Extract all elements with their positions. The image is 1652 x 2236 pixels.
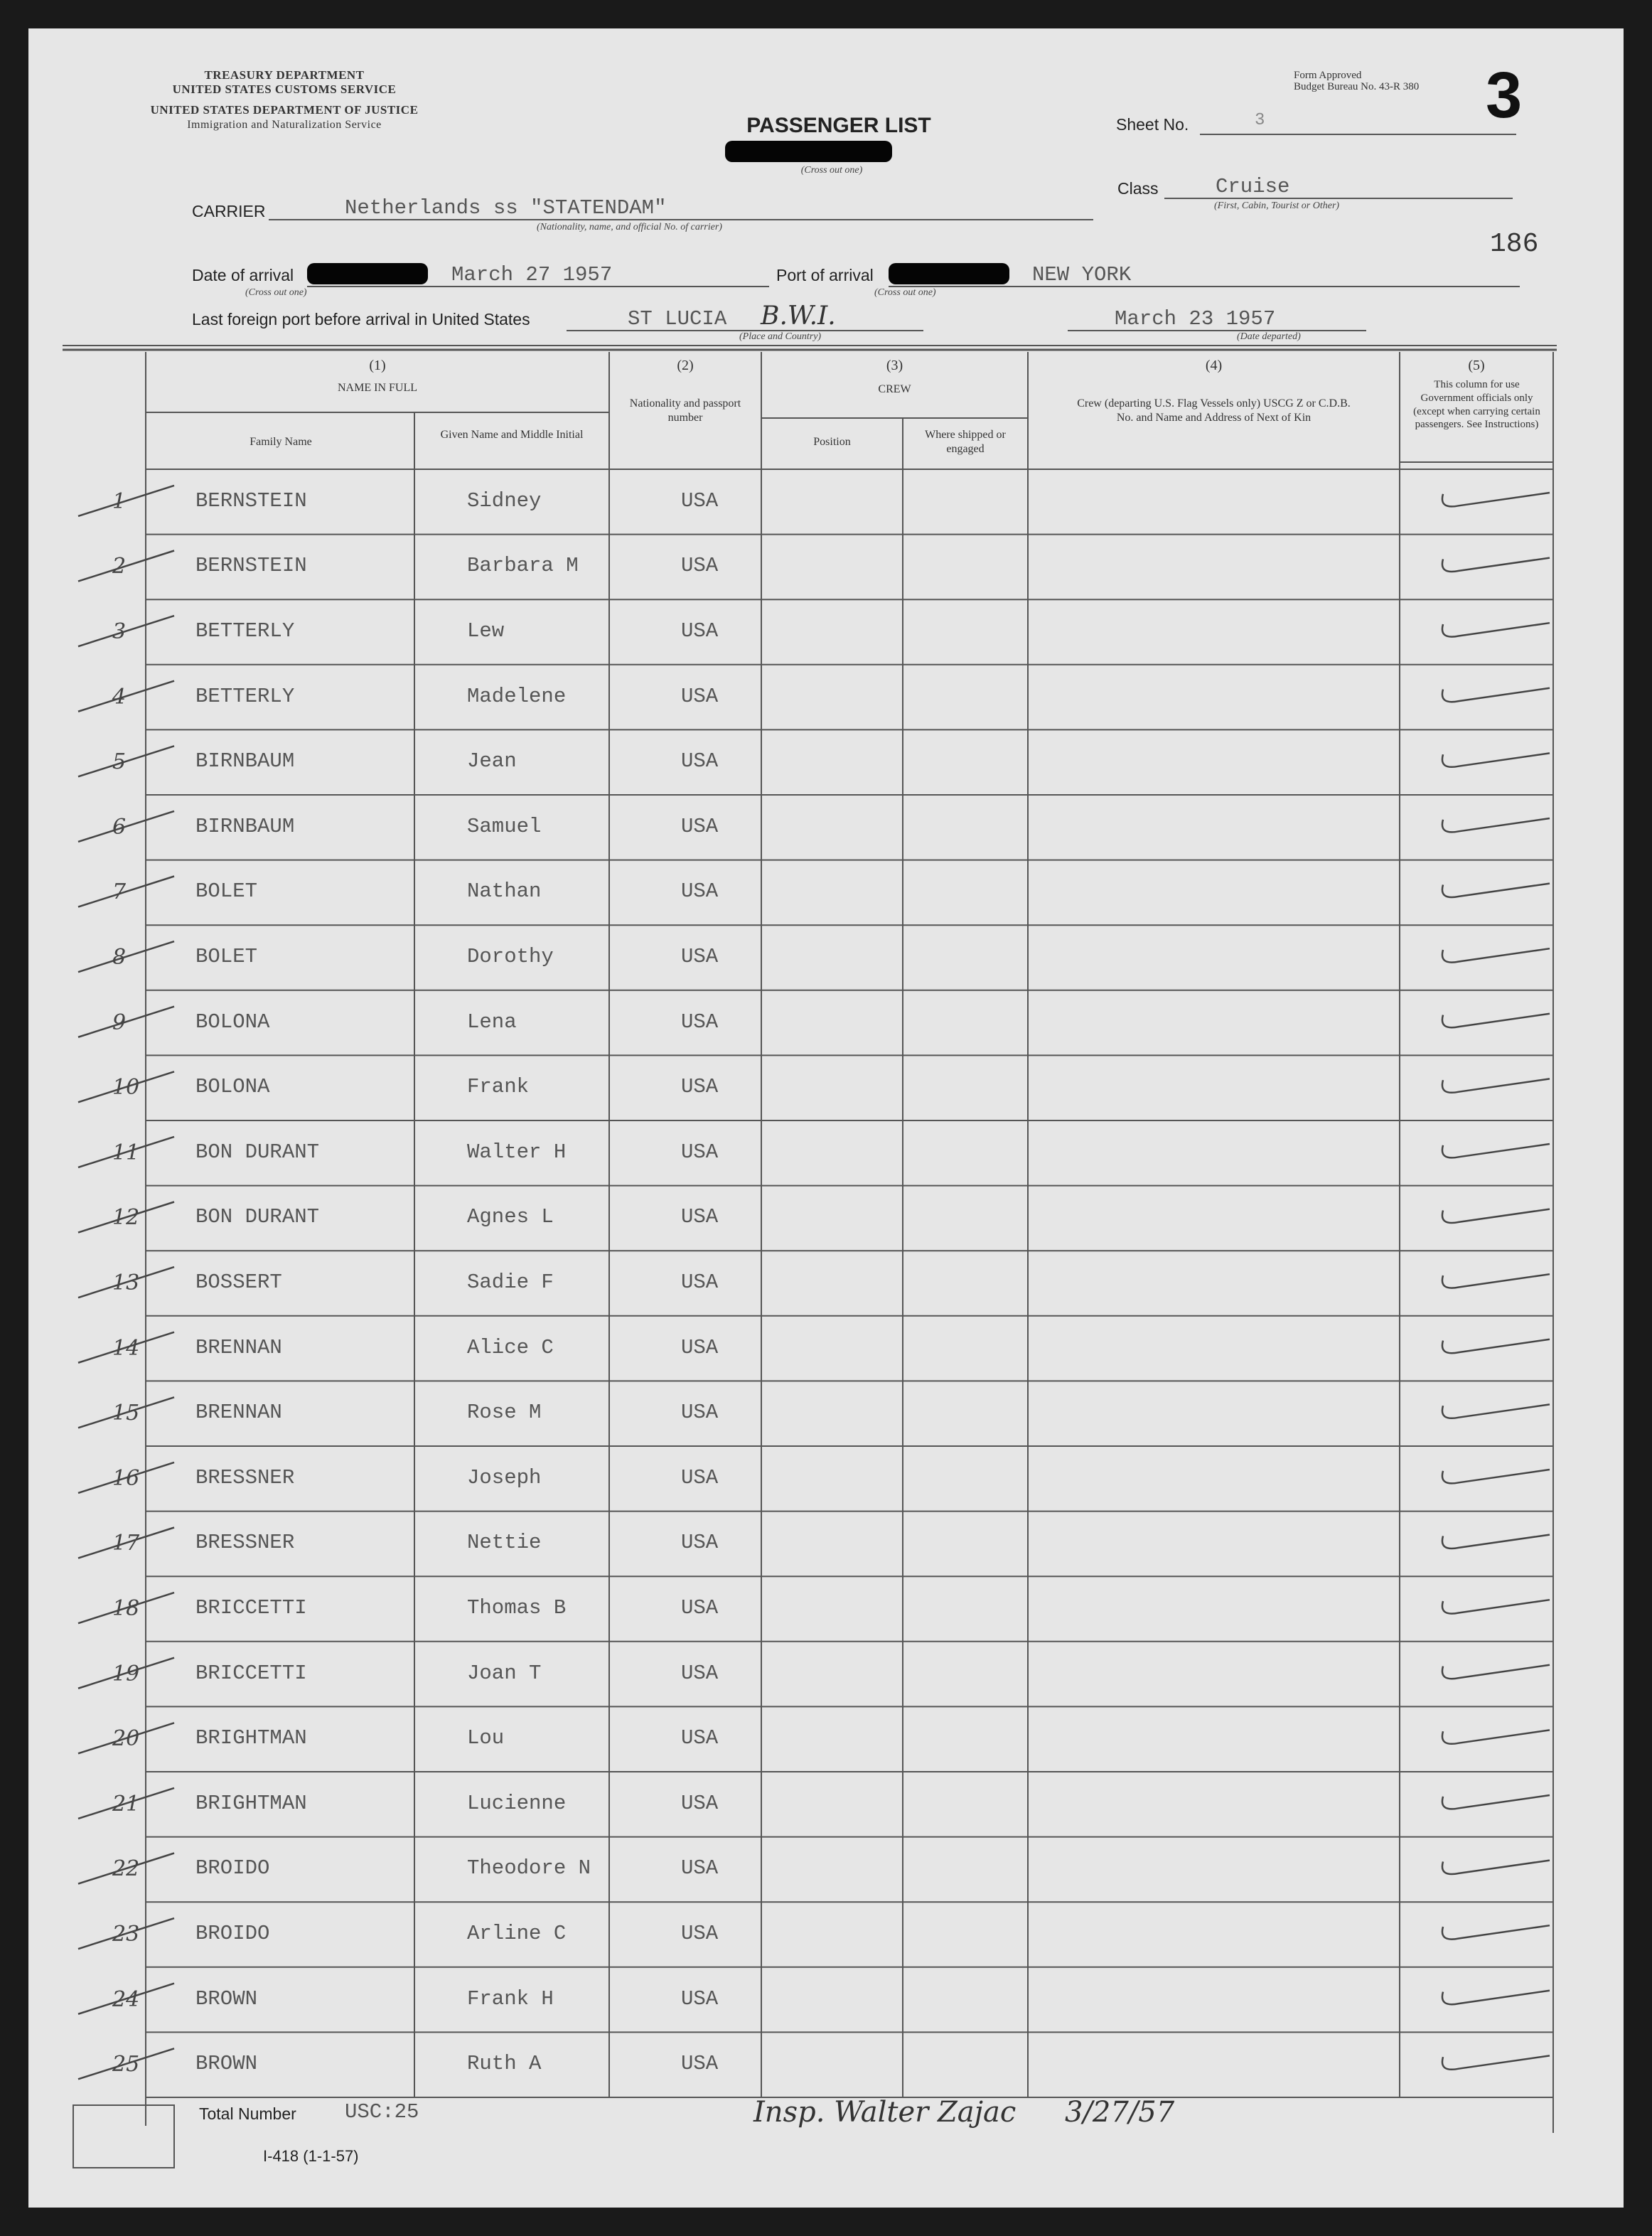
family-name: BRENNAN [195,1401,282,1425]
official-check-mark [1442,558,1550,572]
given-name: Lew [467,619,505,643]
arrival-date-value: March 27 1957 [451,263,613,287]
row-number: 19 [112,1661,140,1686]
family-name: BOSSERT [195,1271,282,1294]
sheet-big-number: 3 [1486,59,1523,132]
col4-number: (4) [1205,358,1223,373]
total-box [73,2104,175,2168]
family-name: BERNSTEIN [195,488,307,513]
row-number: 21 [112,1791,140,1817]
carrier-value: Netherlands ss "STATENDAM" [345,196,667,220]
row-number: 15 [112,1401,140,1426]
given-name: Frank H [467,1986,554,2011]
nationality: USA [681,1271,719,1294]
family-name: BROIDO [195,1856,270,1881]
given-name: Joan T [467,1661,542,1685]
given-name: Nathan [467,879,542,904]
last-port-note: (Place and Country) [739,331,822,342]
arrival-date-label: Date of arrival [192,266,294,284]
last-port-value: ST LUCIA [628,307,727,331]
arrival-port-label: Port of arrival [776,266,874,284]
given-name: Barbara M [467,554,579,578]
last-port-country-handwritten: B.W.I. [761,301,836,331]
col2-number: (2) [677,358,694,373]
nationality: USA [681,2052,719,2076]
row-number: 2 [112,554,127,579]
row-number: 4 [112,684,127,710]
family-name: BOLONA [195,1075,270,1099]
official-check-mark [1442,1795,1550,1809]
given-name: Samuel [467,814,542,838]
official-check-mark [1442,1600,1550,1613]
family-name: BON DURANT [195,1205,320,1229]
nationality: USA [681,1401,719,1425]
official-check-mark [1442,623,1550,636]
official-check-mark [1442,493,1550,506]
row-number: 25 [112,2052,140,2077]
arrival-port-value: NEW YORK [1032,263,1132,287]
last-port-date: March 23 1957 [1115,307,1276,331]
carrier-note: (Nationality, name, and official No. of carrier) [537,222,722,232]
row-number: 10 [112,1075,140,1101]
nationality: USA [681,749,719,774]
official-check-mark [1442,948,1550,962]
col5-header: This column for use Government officials only (except when carrying certain passengers. See Instructions) [1413,379,1540,431]
official-check-mark [1442,1014,1550,1027]
col1a-header: Family Name [250,436,312,448]
col1-number: (1) [369,358,386,373]
given-name: Lena [467,1010,517,1034]
official-check-mark [1442,1404,1550,1418]
nationality: USA [681,1531,719,1555]
family-name: BRIGHTMAN [195,1726,307,1750]
official-check-mark [1442,1925,1550,1939]
last-port-date-note: (Date departed) [1237,331,1301,342]
row-number: 22 [112,1856,140,1882]
given-name: Alice C [467,1335,554,1359]
given-name: Arline C [467,1922,567,1945]
given-name: Lou [467,1726,505,1750]
row-number: 12 [112,1205,140,1231]
title-note: (Cross out one) [800,165,863,176]
row-number: 7 [112,879,127,905]
family-name: BERNSTEIN [195,554,307,578]
official-check-mark [1442,1209,1550,1223]
given-name: Dorothy [467,945,554,968]
family-name: BRICCETTI [195,1661,307,1685]
col1-title: NAME IN FULL [338,382,417,394]
family-name: BROIDO [195,1922,270,1945]
signature-date: 3/27/57 [1065,2096,1175,2129]
row-tick-slash [78,877,174,907]
family-name: BOLET [195,879,258,904]
row-tick-slash [78,1007,174,1037]
col3a-header: Position [813,436,851,448]
official-check-mark [1442,1144,1550,1157]
given-name: Thomas B [467,1596,567,1620]
given-name: Walter H [467,1140,567,1164]
given-name: Nettie [467,1531,542,1555]
row-tick-slash [78,746,174,776]
row-number: 5 [112,749,127,775]
official-check-mark [1442,884,1550,897]
official-check-mark [1442,688,1550,702]
family-name: BRICCETTI [195,1596,307,1620]
row-tick-slash [78,551,174,582]
family-name: BRESSNER [195,1531,295,1555]
family-name: BIRNBAUM [195,814,295,838]
nationality: USA [681,1205,719,1229]
nationality: USA [681,1596,719,1620]
nationality: USA [681,1010,719,1034]
nationality: USA [681,1726,719,1750]
nationality: USA [681,945,719,968]
row-number: 14 [112,1335,140,1361]
col3b-header: Where shipped or engaged [925,429,1006,455]
official-check-mark [1442,2055,1550,2069]
budget-bureau: Budget Bureau No. 43-R 380 [1294,81,1420,92]
row-number: 16 [112,1465,140,1491]
row-number: 17 [112,1531,140,1556]
family-name: BROWN [195,1986,258,2011]
given-name: Theodore N [467,1856,591,1881]
nationality: USA [681,619,719,643]
official-check-mark [1442,1339,1550,1353]
row-number: 6 [112,814,127,840]
row-number: 3 [112,619,127,644]
family-name: BOLET [195,945,258,968]
total-value: USC:25 [345,2100,419,2124]
family-name: BRIGHTMAN [195,1791,307,1815]
row-tick-slash [78,616,174,646]
official-check-mark [1442,1991,1550,2004]
row-tick-slash [78,941,174,972]
col1b-header: Given Name and Middle Initial [440,429,584,441]
official-check-mark [1442,1665,1550,1679]
form-number: I-418 (1-1-57) [263,2147,359,2165]
official-check-mark [1442,818,1550,832]
row-number: 1 [112,488,127,514]
family-name: BOLONA [195,1010,270,1034]
family-name: BRENNAN [195,1335,282,1359]
nationality: USA [681,879,719,904]
class-note: (First, Cabin, Tourist or Other) [1214,200,1340,211]
nationality: USA [681,1140,719,1164]
stamp-number: 186 [1490,229,1539,260]
given-name: Joseph [467,1465,542,1489]
given-name: Frank [467,1075,530,1099]
inspector-signature: Insp. Walter Zajac [753,2096,1017,2129]
official-check-mark [1442,753,1550,766]
row-tick-slash [78,811,174,842]
agency-ins: Immigration and Naturalization Service [187,119,382,131]
official-check-mark [1442,1079,1550,1092]
family-name: BETTERLY [195,619,295,643]
class-label: Class [1117,179,1159,198]
form-approved: Form Approved [1294,70,1362,81]
table-grid [28,28,1624,2208]
last-port-label: Last foreign port before arrival in United States [192,310,530,328]
nationality: USA [681,1986,719,2011]
passenger-list-document [28,28,1624,2208]
row-number: 9 [112,1010,127,1035]
total-label: Total Number [199,2104,296,2123]
class-value: Cruise [1216,175,1290,198]
given-name: Sadie F [467,1271,554,1294]
official-check-mark [1442,1274,1550,1288]
agency-justice: UNITED STATES DEPARTMENT OF JUSTICE [150,103,419,117]
given-name: Lucienne [467,1791,567,1815]
official-check-mark [1442,1730,1550,1743]
row-number: 13 [112,1271,140,1295]
row-tick-slash [78,486,174,516]
col4-header: Crew (departing U.S. Flag Vessels only) USCG Z or C.D.B. No. and Name and Address of Next of Kin [1077,397,1351,424]
row-tick-slash [78,681,174,712]
given-name: Ruth A [467,2052,542,2076]
col2-header: Nationality and passport number [629,397,741,424]
arrival-port-note: (Cross out one) [874,287,936,298]
family-name: BROWN [195,2052,258,2076]
col3-number: (3) [886,358,903,373]
agency-treasury: TREASURY DEPARTMENT [204,68,365,82]
sheet-label: Sheet No. [1116,115,1189,134]
col5-number: (5) [1468,358,1485,373]
nationality: USA [681,1791,719,1815]
nationality: USA [681,554,719,578]
given-name: Sidney [467,488,542,513]
family-name: BON DURANT [195,1140,320,1164]
arrival-date-note: (Cross out one) [245,287,307,298]
nationality: USA [681,488,719,513]
family-name: BETTERLY [195,684,295,708]
nationality: USA [681,1335,719,1359]
agency-customs: UNITED STATES CUSTOMS SERVICE [172,82,397,96]
official-check-mark [1442,1470,1550,1483]
row-number: 11 [112,1140,140,1165]
family-name: BRESSNER [195,1465,295,1489]
official-check-mark [1442,1535,1550,1548]
given-name: Agnes L [467,1205,554,1229]
nationality: USA [681,1856,719,1881]
form-title: PASSENGER LIST [746,114,931,137]
row-number: 18 [112,1596,140,1621]
row-number: 20 [112,1726,140,1752]
nationality: USA [681,1465,719,1489]
given-name: Madelene [467,684,567,708]
col3-title: CREW [878,383,911,395]
nationality: USA [681,1922,719,1945]
given-name: Rose M [467,1401,542,1425]
nationality: USA [681,684,719,708]
row-number: 23 [112,1922,140,1947]
carrier-label: CARRIER [192,202,266,220]
nationality: USA [681,1661,719,1685]
row-number: 8 [112,945,127,970]
official-check-mark [1442,1861,1550,1874]
family-name: BIRNBAUM [195,749,295,774]
nationality: USA [681,814,719,838]
given-name: Jean [467,749,517,774]
sheet-value: 3 [1255,111,1265,130]
row-number: 24 [112,1986,140,2012]
nationality: USA [681,1075,719,1099]
